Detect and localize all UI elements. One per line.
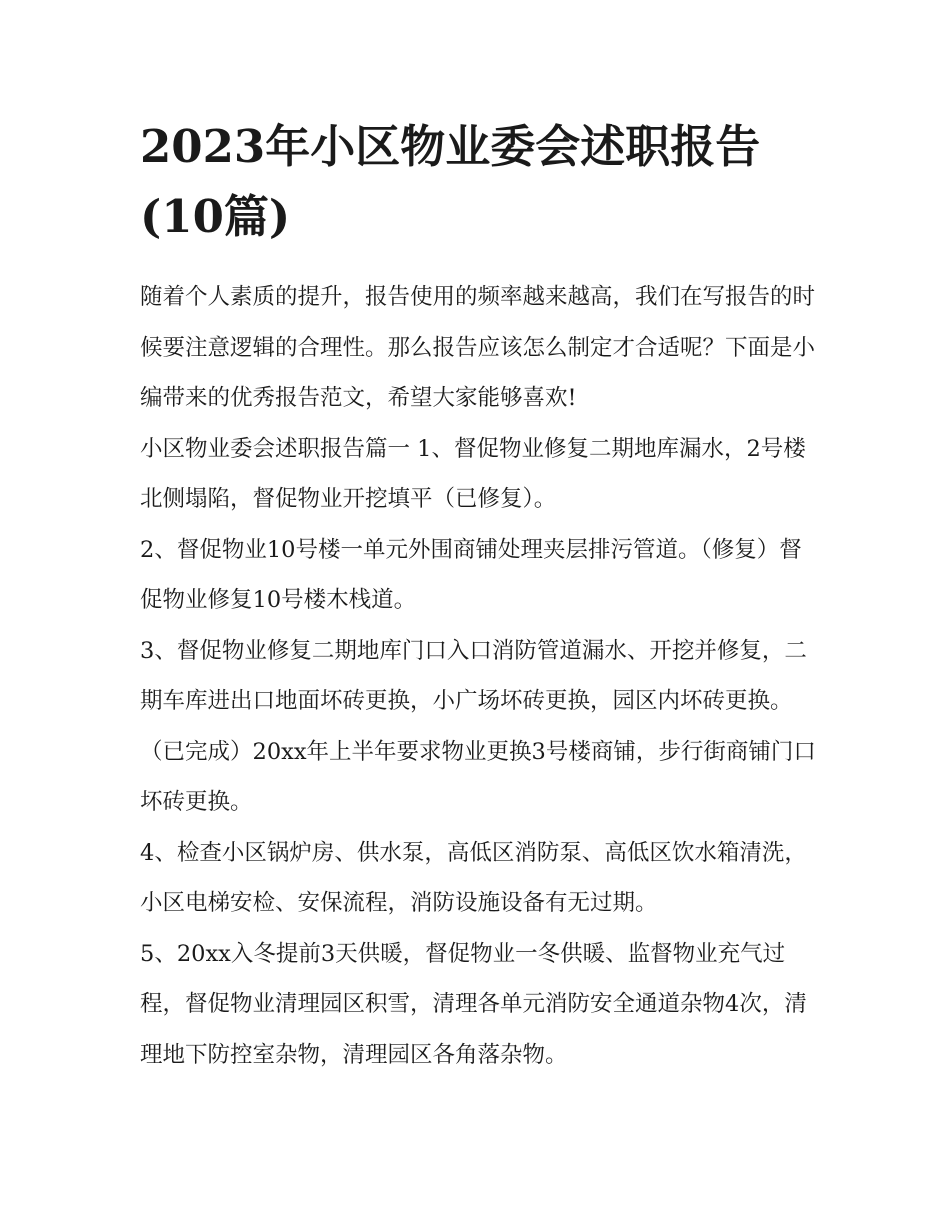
- report-item-3: 3、督促物业修复二期地库门口入口消防管道漏水、开挖并修复，二期车库进出口地面坏砖更换，小广场坏砖更换，园区内坏砖更换。（已完成）20xx年上半年要求物业更换3号楼商铺，步行街商铺门口坏砖更换。: [140, 637, 816, 815]
- document-title: 2023年小区物业委会述职报告(10篇): [140, 120, 761, 243]
- report-item-1: 小区物业委会述职报告篇一 1、督促物业修复二期地库漏水，2号楼北侧塌陷，督促物业开挖填平（已修复）。: [140, 435, 806, 512]
- document-body: [140, 112, 816, 1080]
- report-item-5: 5、20xx入冬提前3天供暖，督促物业一冬供暖、监督物业充气过程，督促物业清理园区积雪，清理各单元消防安全通道杂物4次，清理地下防控室杂物，清理园区各角落杂物。: [140, 940, 807, 1068]
- report-item-2: 2、督促物业10号楼一单元外围商铺处理夹层排污管道。（修复）督促物业修复10号楼木栈道。: [140, 536, 802, 613]
- intro-paragraph: 随着个人素质的提升，报告使用的频率越来越高，我们在写报告的时候要注意逻辑的合理性。那么报告应该怎么制定才合适呢？下面是小编带来的优秀报告范文，希望大家能够喜欢!: [140, 284, 816, 411]
- report-item-4: 4、检查小区锅炉房、供水泵，高低区消防泵、高低区饮水箱清洗，小区电梯安检、安保流程，消防设施设备有无过期。: [140, 839, 807, 916]
